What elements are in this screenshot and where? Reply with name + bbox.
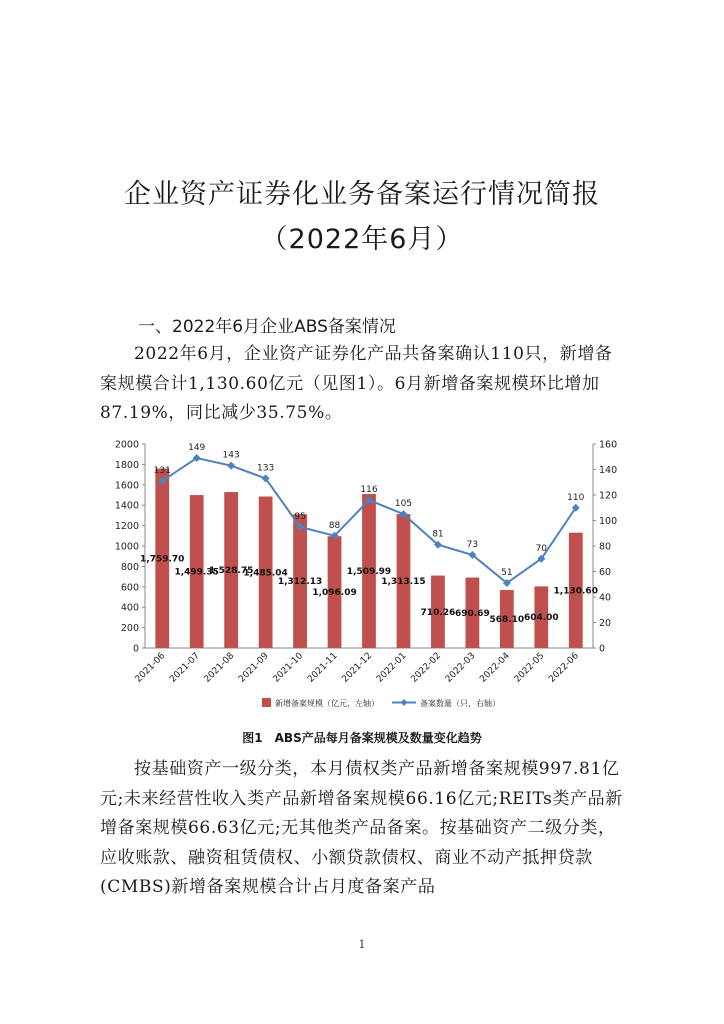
y-left-tick-label: 1200 bbox=[114, 521, 139, 533]
bar-data-label: 568.10 bbox=[489, 615, 525, 626]
y-right-tick-label: 140 bbox=[599, 465, 618, 476]
x-tick-label: 2021-12 bbox=[340, 651, 375, 685]
count-data-label: 95 bbox=[294, 511, 306, 522]
report-subtitle: （2022年6月） bbox=[260, 224, 464, 255]
x-tick-label: 2021-10 bbox=[271, 651, 306, 685]
bar-data-label: 1,485.04 bbox=[243, 568, 288, 579]
y-right-tick-label: 120 bbox=[599, 490, 618, 502]
x-tick-label: 2021-06 bbox=[133, 651, 168, 685]
y-left-tick-label: 1000 bbox=[114, 541, 139, 553]
count-data-label: 73 bbox=[466, 539, 479, 550]
count-data-label: 105 bbox=[394, 499, 413, 510]
count-data-label: 70 bbox=[535, 543, 548, 554]
y-left-tick-label: 400 bbox=[120, 602, 139, 614]
y-left-tick-label: 200 bbox=[120, 623, 139, 635]
legend-bar-swatch bbox=[262, 698, 271, 707]
x-tick-label: 2022-02 bbox=[409, 651, 444, 685]
y-left-tick-label: 0 bbox=[132, 643, 139, 655]
y-left-tick-label: 1400 bbox=[114, 500, 139, 512]
x-tick-label: 2022-05 bbox=[512, 651, 547, 685]
bar-data-label: 1,130.60 bbox=[553, 586, 598, 597]
count-data-label: 51 bbox=[501, 567, 513, 578]
count-data-label: 131 bbox=[153, 465, 171, 476]
y-right-tick-label: 80 bbox=[599, 541, 612, 553]
count-data-label: 88 bbox=[328, 520, 341, 531]
y-right-tick-label: 100 bbox=[599, 516, 618, 527]
y-left-tick-label: 1600 bbox=[114, 480, 139, 492]
section-heading: 一、2022年6月企业ABS备案情况 bbox=[138, 317, 396, 337]
y-left-tick-label: 800 bbox=[120, 561, 139, 573]
y-right-tick-label: 60 bbox=[599, 567, 612, 578]
x-tick-label: 2021-11 bbox=[305, 651, 340, 685]
y-right-tick-label: 20 bbox=[599, 618, 612, 629]
count-data-label: 149 bbox=[188, 443, 206, 454]
count-point bbox=[227, 462, 235, 470]
legend-bar-label: 新增备案规模（亿元，左轴） bbox=[275, 699, 379, 708]
x-tick-label: 2021-07 bbox=[168, 651, 202, 685]
count-data-label: 133 bbox=[257, 463, 275, 474]
y-right-tick-label: 40 bbox=[599, 592, 612, 604]
legend-line-label: 备案数量（只，右轴） bbox=[420, 699, 500, 708]
x-tick-label: 2022-04 bbox=[478, 651, 512, 685]
y-left-tick-label: 600 bbox=[120, 582, 139, 594]
x-tick-label: 2022-03 bbox=[443, 651, 478, 685]
bar-data-label: 710.26 bbox=[420, 607, 456, 618]
bar-data-label: 690.69 bbox=[455, 608, 490, 619]
bar-data-label: 1,759.70 bbox=[140, 554, 185, 565]
x-tick-label: 2022-06 bbox=[547, 651, 581, 685]
y-left-tick-label: 2000 bbox=[114, 439, 139, 451]
count-data-label: 143 bbox=[222, 450, 240, 461]
paragraph-2: 按基础资产一级分类，本月债权类产品新增备案规模997.81亿元;未来经营性收入类产品新增备案规模66.16亿元;REITs类产品新增备案规模66.63亿元;无其他类产品备案。按基础资产二级分类，应收账款、融资租赁债权、小额贷款债权、商业不动产抵押贷款(CMBS)新增备案规模合计占月度备案产品 bbox=[100, 759, 623, 897]
legend-line-marker bbox=[401, 699, 408, 706]
report-title: 企业资产证券化业务备案运行情况简报 bbox=[124, 179, 600, 210]
y-left-tick-label: 1800 bbox=[114, 459, 139, 471]
count-data-label: 110 bbox=[567, 492, 585, 503]
bar-data-label: 1,509.99 bbox=[346, 566, 392, 577]
y-right-tick-label: 0 bbox=[599, 643, 606, 655]
count-data-label: 116 bbox=[360, 485, 378, 496]
bar-data-label: 1,528.75 bbox=[208, 566, 254, 577]
abs-filing-chart bbox=[100, 432, 624, 727]
page-number: 1 bbox=[358, 938, 366, 951]
x-tick-label: 2021-09 bbox=[237, 651, 271, 685]
figure-caption: 图1 ABS产品每月备案规模及数量变化趋势 bbox=[242, 731, 482, 745]
y-right-tick-label: 160 bbox=[599, 439, 618, 451]
x-tick-label: 2021-08 bbox=[202, 651, 237, 685]
bar-data-label: 604.00 bbox=[523, 613, 559, 624]
bar-data-label: 1,312.13 bbox=[277, 577, 323, 588]
count-data-label: 81 bbox=[432, 529, 444, 540]
bar-data-label: 1,313.15 bbox=[381, 577, 426, 588]
paragraph-1: 2022年6月，企业资产证券化产品共备案确认110只，新增备案规模合计1,130.60亿元（见图1）。6月新增备案规模环比增加87.19%，同比减少35.75%。 bbox=[100, 344, 613, 423]
bar-data-label: 1,499.35 bbox=[174, 567, 219, 578]
bar-data-label: 1,096.09 bbox=[312, 588, 357, 599]
x-tick-label: 2022-01 bbox=[374, 651, 409, 685]
